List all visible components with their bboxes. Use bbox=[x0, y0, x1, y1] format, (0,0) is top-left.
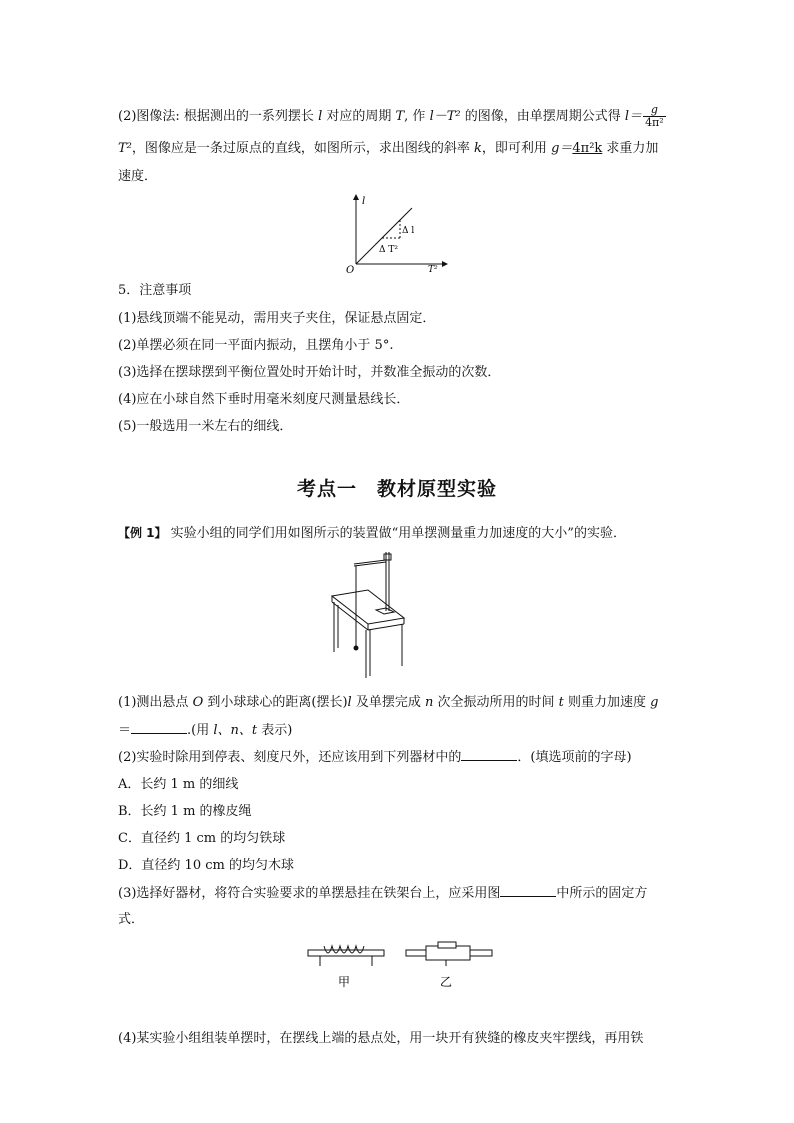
question-1-line1 bbox=[118, 694, 658, 712]
question-2 bbox=[118, 748, 632, 767]
x-axis-arrow-icon bbox=[442, 261, 448, 267]
text-run: ．(填选项前的字母) bbox=[517, 750, 632, 765]
option-a: A．长约 1 m 的细线 bbox=[118, 777, 239, 792]
table-edge bbox=[332, 602, 368, 630]
option-d: D．直径约 10 cm 的均匀木球 bbox=[118, 858, 294, 873]
note-item: (3)选择在摆球摆到平衡位置处时开始计时，并数准全振动的次数． bbox=[118, 365, 501, 380]
notes-title: 5．注意事项 bbox=[118, 283, 192, 298]
text-run: 表示) bbox=[257, 723, 293, 738]
clamp bbox=[384, 554, 391, 560]
var-l: l bbox=[318, 109, 323, 124]
origin-label: O bbox=[346, 265, 355, 276]
table-edge bbox=[368, 624, 404, 630]
example-intro bbox=[118, 524, 626, 543]
note-item: (5)一般选用一米左右的细线． bbox=[118, 419, 293, 434]
fraction-g-over-4pi2 bbox=[643, 104, 666, 129]
var-t: t bbox=[558, 695, 564, 710]
formula-g-eq: g＝ bbox=[551, 141, 573, 156]
example-intro-text: 实验小组的同学们用如图所示的装置做“用单摆测量重力加速度的大小”的实验． bbox=[166, 526, 626, 541]
delta-l-label: Δ l bbox=[402, 226, 415, 236]
text-run: 中所示的固定方 bbox=[556, 886, 648, 901]
note-item: (4)应在小球自然下垂时用毫米刻度尺测量悬线长． bbox=[118, 392, 410, 407]
clamp-top-yi bbox=[438, 942, 456, 948]
var-O: O bbox=[192, 695, 204, 710]
vars-l-n-t: l、n、t bbox=[213, 723, 258, 738]
text-run: 求重力加 bbox=[602, 141, 659, 156]
answer-blank[interactable] bbox=[500, 884, 556, 897]
clamp-arm bbox=[354, 562, 386, 566]
text-run: .(用 bbox=[187, 723, 214, 738]
delta-t2-label: Δ T² bbox=[379, 245, 398, 255]
formula-l-eq: l＝ bbox=[624, 109, 643, 124]
text-run: ，图像应是一条过原点的直线，如图所示，求出图线的斜率 bbox=[131, 141, 475, 156]
text-run: (3)选择好器材，将符合实验要求的单摆悬挂在铁架台上，应采用图 bbox=[118, 886, 501, 901]
fixing-method-figure bbox=[306, 938, 496, 990]
var-n: n bbox=[424, 695, 434, 710]
note-item: (2)单摆必须在同一平面内振动，且摆角小于 5°. bbox=[118, 338, 394, 353]
var-l: l bbox=[347, 695, 352, 710]
table-top bbox=[332, 590, 404, 624]
figure-label-jia: 甲 bbox=[338, 975, 351, 989]
question-3-line1 bbox=[118, 884, 647, 903]
text-run: ，即可利用 bbox=[481, 141, 552, 156]
method2-line1 bbox=[118, 104, 667, 129]
y-axis-arrow-icon bbox=[353, 194, 359, 200]
question-4: (4)某实验小组组装单摆时，在摆线上端的悬点处，用一块开有狭缝的橡皮夹牢摆线，再用铁 bbox=[118, 1031, 644, 1046]
text-run: (2)实验时除用到停表、刻度尺外，还应该用到下列器材中的 bbox=[118, 750, 462, 765]
answer-blank[interactable] bbox=[461, 748, 517, 761]
text-run: 则重力加速度 bbox=[563, 695, 651, 710]
note-item: (1)悬线顶端不能晃动，需用夹子夹住，保证悬点固定． bbox=[118, 311, 436, 326]
text-run: (1)测出悬点 bbox=[118, 695, 193, 710]
example-tag: 【例 1】 bbox=[118, 526, 167, 540]
x-axis-label: T² bbox=[428, 265, 438, 275]
figure-label-yi: 乙 bbox=[440, 975, 453, 989]
text-run: 及单摆完成 bbox=[351, 695, 425, 710]
graph-line bbox=[356, 208, 415, 264]
formula-4pi2k: 4π²k bbox=[572, 141, 603, 156]
method2-line2 bbox=[118, 140, 658, 158]
stand-base bbox=[376, 608, 394, 614]
var-g: g bbox=[650, 695, 659, 710]
fraction-denominator: 4π² bbox=[645, 116, 664, 129]
text-run: 到小球球心的距离(摆长) bbox=[203, 695, 348, 710]
pendulum-bob bbox=[354, 646, 359, 651]
var-T2: T² bbox=[118, 141, 132, 156]
text-run: , 作 bbox=[404, 109, 430, 124]
text-run: ＝ bbox=[118, 723, 132, 738]
text-run: 的图像，由单摆周期公式得 bbox=[460, 109, 625, 124]
text-run: 次全振动所用的时间 bbox=[433, 695, 559, 710]
method2-line3: 速度． bbox=[118, 169, 158, 184]
option-c: C．直径约 1 cm 的均匀铁球 bbox=[118, 831, 286, 846]
fraction-numerator: g bbox=[643, 104, 666, 117]
var-T: T bbox=[395, 109, 405, 124]
l-T2-graph bbox=[342, 194, 452, 276]
expr-l-T2: l－T² bbox=[429, 109, 461, 124]
answer-blank[interactable] bbox=[131, 721, 187, 734]
clamp-arm bbox=[354, 560, 386, 564]
y-axis-label: l bbox=[362, 196, 366, 207]
option-b: B．长约 1 m 的橡皮绳 bbox=[118, 804, 252, 819]
text-run: (2)图像法: 根据测出的一系列摆长 bbox=[118, 109, 319, 124]
section-heading: 考点一 教材原型实验 bbox=[296, 478, 497, 500]
pendulum-apparatus-figure bbox=[326, 550, 406, 680]
question-1-line2 bbox=[118, 721, 292, 740]
text-run: 对应的周期 bbox=[322, 109, 396, 124]
var-k: k bbox=[474, 141, 482, 156]
question-3-line2: 式． bbox=[118, 912, 145, 927]
